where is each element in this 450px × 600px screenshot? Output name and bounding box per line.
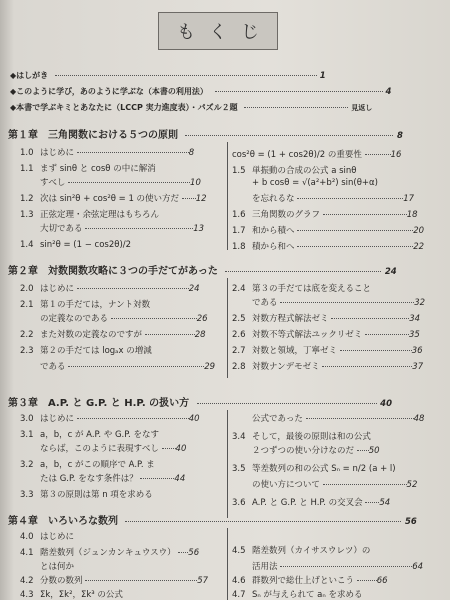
chapter-title: 第３章 A.P. と G.P. と H.P. の扱い方: [8, 398, 190, 409]
leader-dots: [162, 448, 176, 449]
leader-dots: [85, 580, 197, 581]
leader-dots: [340, 350, 412, 351]
front-matter-label: このように学び，あのように学ぶな（本書の利用法）: [16, 87, 208, 96]
toc-entry: 4.1 階差数列（ジュンカンキュウスウ） 56: [20, 548, 200, 558]
toc-entry: 4.2 分数の数列 57: [20, 576, 209, 586]
chapter-heading: [8, 512, 417, 527]
leader-dots: [77, 288, 189, 289]
toc-entry: 2.4 第３の手だては底を変えること: [232, 284, 372, 294]
toc-entry: 3.3 第３の原則は第 n 項を求める: [20, 490, 153, 500]
leader-dots: [322, 366, 412, 367]
column-divider: [227, 410, 228, 518]
leader-dots: [357, 450, 369, 451]
leader-dots: [125, 521, 401, 522]
front-matter-label: はしがき: [16, 71, 49, 80]
toc-entry: 1.3 正弦定理・余弦定理はもちろん: [20, 210, 160, 220]
chapter-title: 第２章 対数関数攻略に３つの手だてがあった: [8, 266, 218, 277]
leader-dots: [244, 107, 348, 108]
chapter-heading: [8, 262, 397, 277]
leader-dots: [77, 152, 189, 153]
leader-dots: [85, 228, 193, 229]
toc-entry: 1.1 まず sinθ と cosθ の中に解消: [20, 164, 156, 174]
chapter-title: 第４章 いろいろな数列: [8, 516, 118, 527]
page-number: 8: [396, 131, 403, 141]
leader-dots: [357, 580, 377, 581]
chapter-heading: [8, 394, 392, 409]
leader-dots: [225, 271, 381, 272]
leader-dots: [323, 484, 407, 485]
toc-entry-continued: である 32: [252, 298, 426, 308]
toc-entry-continued: の定義なのである 26: [40, 314, 208, 324]
toc-entry-continued: である 29: [40, 362, 216, 372]
page-number: 見返し: [351, 104, 373, 112]
front-matter-item: ◆本書で学ぶキミとあなたに（LCCP 実力進度表）・パズル２題 見返し: [10, 103, 373, 112]
page-number: 56: [404, 517, 417, 527]
toc-entry-continued: + b cosθ = √(a²+b²) sin(θ+α): [252, 178, 378, 188]
front-matter-item: ◆はしがき 1: [10, 71, 326, 81]
leader-dots: [280, 302, 414, 303]
leader-dots: [185, 135, 393, 136]
leader-dots: [145, 334, 195, 335]
leader-dots: [178, 552, 188, 553]
leader-dots: [140, 478, 174, 479]
toc-entry: 2.5 対数方程式解法ゼミ 34: [232, 314, 421, 324]
page-number: 24: [384, 267, 397, 277]
toc-entry: 1.7 和から積へ 20: [232, 226, 425, 236]
leader-dots: [297, 198, 403, 199]
leader-dots: [306, 418, 414, 419]
page-number: 40: [380, 399, 392, 409]
leader-dots: [68, 182, 190, 183]
toc-entry: 1.6 三角関数のグラフ 18: [232, 210, 418, 220]
toc-entry: 1.5 単振動の合成の公式 a sinθ: [232, 166, 357, 176]
leader-dots: [77, 418, 189, 419]
toc-entry: 4.3 Σk，Σk²，Σk³ の公式: [20, 590, 123, 600]
page-number: 1: [319, 71, 326, 81]
toc-entry: 3.1 a，b，c が A.P. や G.P. をなす: [20, 430, 159, 440]
leader-dots: [197, 403, 377, 404]
toc-entry: 4.0 はじめに: [20, 532, 75, 542]
page-number: 4: [385, 87, 392, 97]
leader-dots: [297, 230, 413, 231]
toc-entry: 2.0 はじめに 24: [20, 284, 200, 294]
toc-entry-continued: ２つずつの使い分けなのだ 50: [252, 446, 380, 456]
toc-entry: 4.5 階差数列（カイサスウレツ）の: [232, 546, 371, 556]
toc-entry-continued: を忘れるな 17: [252, 194, 415, 204]
leader-dots: [365, 502, 379, 503]
leader-dots: [365, 334, 409, 335]
toc-entry: 2.8 対数ナンデモゼミ 37: [232, 362, 424, 372]
toc-entry-continued: 大切である 13: [40, 224, 205, 234]
leader-dots: [55, 75, 317, 76]
column-divider: [227, 142, 228, 250]
leader-dots: [331, 318, 409, 319]
toc-entry: 2.2 また対数の定義なのですが 28: [20, 330, 206, 340]
front-matter-item: ◆このように学び，あのように学ぶな（本書の利用法） 4: [10, 87, 392, 97]
leader-dots: [297, 246, 413, 247]
toc-entry: 4.6 群数列で総仕上げといこう 66: [232, 576, 388, 586]
toc-entry: 1.2 次は sin²θ + cos²θ = 1 の使い方だ 12: [20, 194, 207, 204]
front-matter-label: 本書で学ぶキミとあなたに（LCCP 実力進度表）・パズル２題: [16, 103, 238, 112]
toc-entry: 2.6 対数不等式解法ユックリゼミ 35: [232, 330, 420, 340]
leader-dots: [182, 198, 196, 199]
toc-entry-continued: ならば，このように表現すべし 40: [40, 444, 187, 454]
toc-entry: 1.8 積から和へ 22: [232, 242, 425, 252]
toc-entry-continued: 活用法 64: [252, 562, 424, 572]
toc-entry: 2.7 対数と領域，丁寧ゼミ 36: [232, 346, 423, 356]
toc-entry: 2.1 第１の手だては，ナント対数: [20, 300, 151, 310]
column-divider: [227, 528, 228, 600]
toc-entry: 3.0 はじめに 40: [20, 414, 200, 424]
leader-dots: [280, 566, 412, 567]
column-divider: [227, 278, 228, 378]
toc-entry-continued: とは何か: [40, 562, 75, 572]
toc-entry: 3.5 等差数列の和の公式 Sₙ = n/2 (a + l): [232, 464, 396, 474]
toc-entry-continued: の使い方について 52: [252, 480, 418, 490]
toc-entry: 3.4 そして，最後の原則は和の公式: [232, 432, 371, 442]
chapter-heading: [8, 126, 403, 141]
leader-dots: [215, 91, 383, 92]
toc-entry: 3.2 a，b，c がこの順序で A.P. ま: [20, 460, 155, 470]
toc-entry-continued: cos²θ = (1 + cos2θ)/2 の重要性 16: [232, 150, 402, 160]
toc-entry-continued: たは G.P. をなす条件は？ 44: [40, 474, 186, 484]
leader-dots: [68, 366, 204, 367]
chapter-title: 第１章 三角関数における５つの原則: [8, 130, 178, 141]
toc-entry: 2.3 第２の手だては logₐx の増減: [20, 346, 152, 356]
toc-entry: 1.4 sin²θ = (1 − cos2θ)/2: [20, 240, 132, 250]
toc-entry: 3.6 A.P. と G.P. と H.P. の交叉会 54: [232, 498, 391, 508]
leader-dots: [111, 318, 197, 319]
leader-dots: [323, 214, 407, 215]
toc-entry-continued: すべし 10: [40, 178, 201, 188]
toc-entry: 1.0 はじめに 8: [20, 148, 195, 158]
leader-dots: [365, 154, 391, 155]
toc-entry-continued: 公式であった 48: [252, 414, 425, 424]
toc-title: もくじ: [158, 12, 278, 50]
toc-entry: 4.7 Sₙ が与えられて aₙ を求める: [232, 590, 363, 600]
